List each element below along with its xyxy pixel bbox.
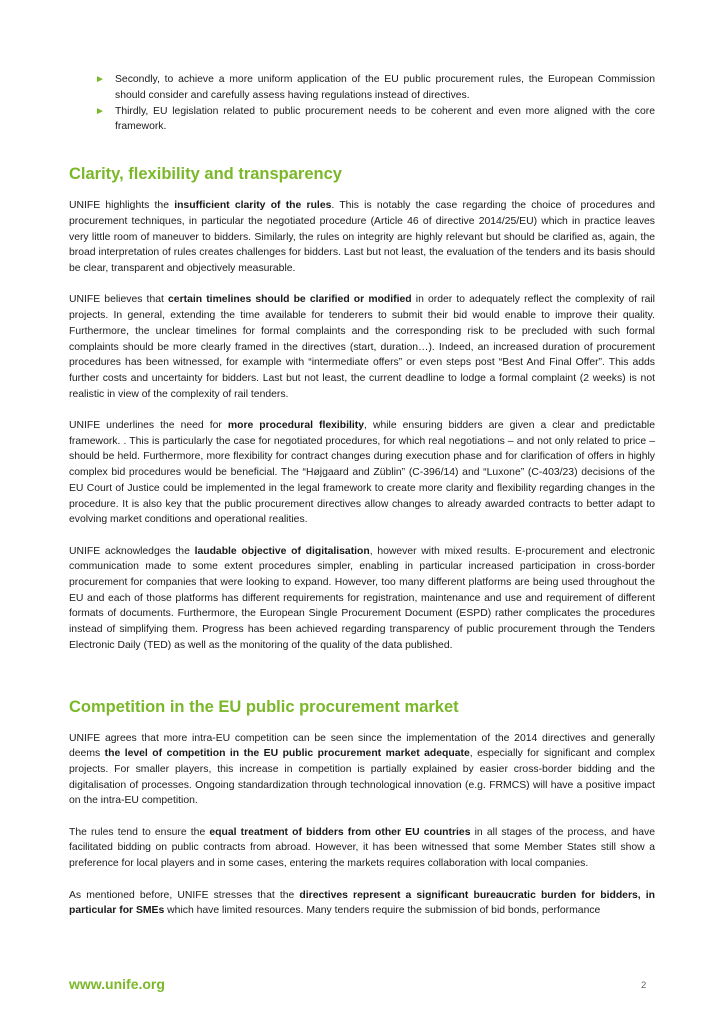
footer-website-link[interactable]: www.unife.org [69, 976, 165, 992]
arrow-bullet-icon: ► [95, 74, 105, 85]
paragraph: UNIFE acknowledges the laudable objective of digitalisation, however with mixed results. E-procurement and electronic communication made to some extent procedures simpler, enabling in particular increased participation in cross-border procurement for companies that were looking to expand. However, too many different platforms are being used throughout the EU and each of those platforms has different requirements for registration, maintenance and use and requirement of different formats of documents. Furthermore, the European Single Procurement Document (ESPD) rather complicates the procedures instead of simplifying them. Progress has been achieved regarding transparency of public procurement through the Tenders Electronic Daily (TED) as well as the monitoring of the quality of the data published. [69, 545, 655, 651]
section-heading-clarity: Clarity, flexibility and transparency [69, 165, 342, 184]
paragraph: UNIFE agrees that more intra-EU competition can be seen since the implementation of the 2014 directives and generally deems the level of competition in the EU public procurement market adequate, especially for significant and complex projects. For smaller players, this increase in competition is partially explained by easier cross-border bidding and the digitalisation of processes. Ongoing standardization through technological innovation (e.g. FRMCS) will have a positive impact on the intra-EU competition. [69, 732, 655, 807]
paragraph: As mentioned before, UNIFE stresses that the directives represent a significant bureaucratic burden for bidders, in particular for SMEs which have limited resources. Many tenders require the submission of bid bonds, performance [69, 889, 656, 917]
paragraph: UNIFE underlines the need for more procedural flexibility, while ensuring bidders are given a clear and predictable framework. . This is particularly the case for negotiated procedures, for which real negotiations – and not only related to price – should be held. Furthermore, more flexibility for contract changes during execution phase and for clarification of offers in highly complex bid procedures would be beneficial. The “Højgaard and Züblin” (C-396/14) and “Luxone” (C-403/23) decisions of the EU Court of Justice could be implemented in the legal framework to create more clarity and flexibility regarding changes in the procedure. It is also key that the public procurement directives allow changes to already awarded contracts to better adapt to evolving market conditions and operational realities. [69, 420, 655, 526]
paragraph: UNIFE believes that certain timelines should be clarified or modified in order to adequately reflect the complexity of rail projects. In general, extending the time available for tenderers to submit their bid would enable to improve their quality. Furthermore, the unclear timelines for formal complaints and the corresponding risk to be precluded with such formal complaints should be more clearly framed in the directives (start, duration…). Indeed, an increased duration of procurement procedures has been witnessed, for example with “intermediate offers” or even steps post “Best And Final Offer”. This adds further costs and uncertainty for bidders. Last but not least, the current deadline to lodge a formal complaint (2 weeks) is not realistic in view of the complexity of rail tenders. [69, 294, 655, 400]
list-item: ► Secondly, to achieve a more uniform application of the EU public procurement rules, the European Commission should consider and carefully assess having regulations instead of directives. [95, 74, 655, 101]
bullet-list [69, 72, 655, 135]
page-content [69, 72, 655, 935]
page-number: 2 [641, 980, 647, 991]
paragraph: The rules tend to ensure the equal treatment of bidders from other EU countries in all stages of the process, and have facilitated bidding on public contracts from abroad. However, it has been witnessed that some Member States still show a preference for local players and in some cases, entering the markets requires collaboration with local companies. [69, 826, 655, 870]
section-heading-competition: Competition in the EU public procurement market [69, 697, 459, 716]
arrow-bullet-icon: ► [95, 105, 105, 117]
paragraph: UNIFE highlights the insufficient clarity of the rules. This is notably the case regarding the choice of procedures and procurement techniques, in particular the negotiated procedure (Article 46 of directive 2014/25/EU) which in practice leaves very little room of maneuver to bidders. Similarly, the rules on integrity are highly relevant but should be clarified as, again, the broad interpretation of rules creates challenges for bidders. Last but not least, the evaluation of the tenders and its basis should be clear, transparent and objectively measurable. [69, 200, 655, 274]
list-item: ► Thirdly, EU legislation related to public procurement needs to be coherent and even more aligned with the core framework. [95, 105, 655, 133]
